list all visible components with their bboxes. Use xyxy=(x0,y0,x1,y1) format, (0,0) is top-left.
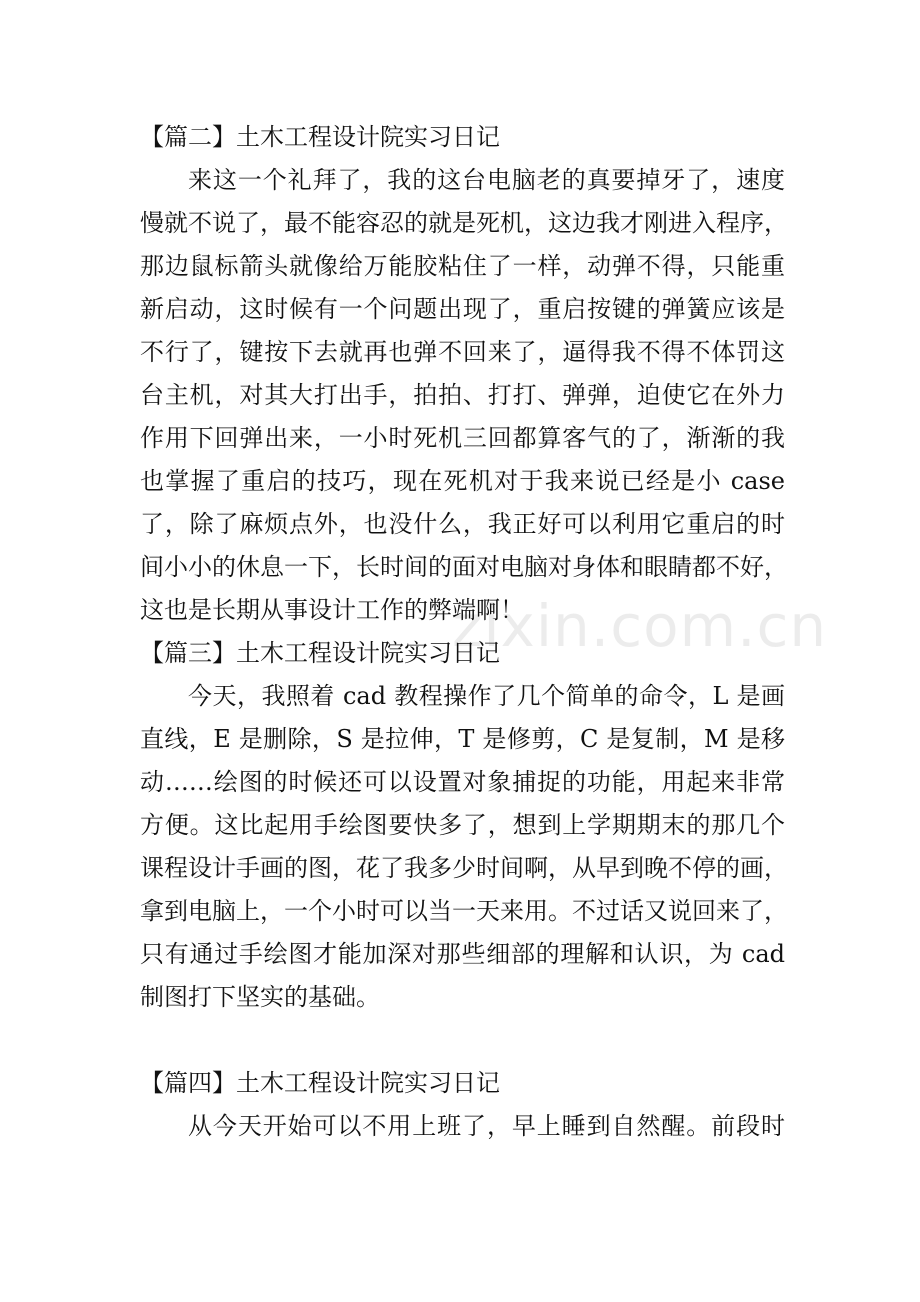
paragraph-line: 这也是长期从事设计工作的弊端啊！ xyxy=(140,596,524,624)
watermark: zixin.com.cn xyxy=(452,592,828,660)
paragraph-line: 从今天开始可以不用上班了，早上睡到自然醒。前段时 xyxy=(188,1112,785,1140)
paragraph-line: 来这一个礼拜了，我的这台电脑老的真要掉牙了，速度 xyxy=(188,166,785,194)
paragraph-line: 间小小的休息一下，长时间的面对电脑对身体和眼睛都不好， xyxy=(140,553,788,581)
section-heading-4: 【篇四】土木工程设计院实习日记 xyxy=(140,1069,500,1097)
paragraph-line: 直线，E 是删除，S 是拉伸，T 是修剪，C 是复制，M 是移 xyxy=(140,725,785,753)
paragraph-line: 方便。这比起用手绘图要快多了，想到上学期期末的那几个 xyxy=(140,811,785,839)
paragraph-line: 不行了，键按下去就再也弹不回来了，逼得我不得不体罚这 xyxy=(140,338,785,366)
paragraph-line: 了，除了麻烦点外，也没什么，我正好可以利用它重启的时 xyxy=(140,510,785,538)
section-heading-3: 【篇三】土木工程设计院实习日记 xyxy=(140,639,500,667)
paragraph-line: 作用下回弹出来，一小时死机三回都算客气的了，渐渐的我 xyxy=(140,424,785,452)
blank-line xyxy=(140,1019,785,1062)
paragraph-line: 制图打下坚实的基础。 xyxy=(140,983,380,1011)
paragraph-line: 台主机，对其大打出手，拍拍、打打、弹弹，迫使它在外力 xyxy=(140,381,785,409)
paragraph-line: 今天，我照着 cad 教程操作了几个简单的命令，L 是画 xyxy=(188,682,785,710)
paragraph-line: 课程设计手画的图，花了我多少时间啊，从早到晚不停的画， xyxy=(140,854,788,882)
section-heading-2: 【篇二】土木工程设计院实习日记 xyxy=(140,123,500,151)
paragraph-line: 也掌握了重启的技巧，现在死机对于我来说已经是小 case xyxy=(140,467,785,495)
document-body xyxy=(140,116,788,1148)
paragraph-line: 动……绘图的时候还可以设置对象捕捉的功能，用起来非常 xyxy=(140,768,785,796)
paragraph-line: 那边鼠标箭头就像给万能胶粘住了一样，动弹不得，只能重 xyxy=(140,252,785,280)
paragraph-line: 新启动，这时候有一个问题出现了，重启按键的弹簧应该是 xyxy=(140,295,785,323)
paragraph-line: 拿到电脑上，一个小时可以当一天来用。不过话又说回来了， xyxy=(140,897,788,925)
paragraph-line: 慢就不说了，最不能容忍的就是死机，这边我才刚进入程序， xyxy=(140,209,788,237)
paragraph-line: 只有通过手绘图才能加深对那些细部的理解和认识，为 cad xyxy=(140,940,785,968)
